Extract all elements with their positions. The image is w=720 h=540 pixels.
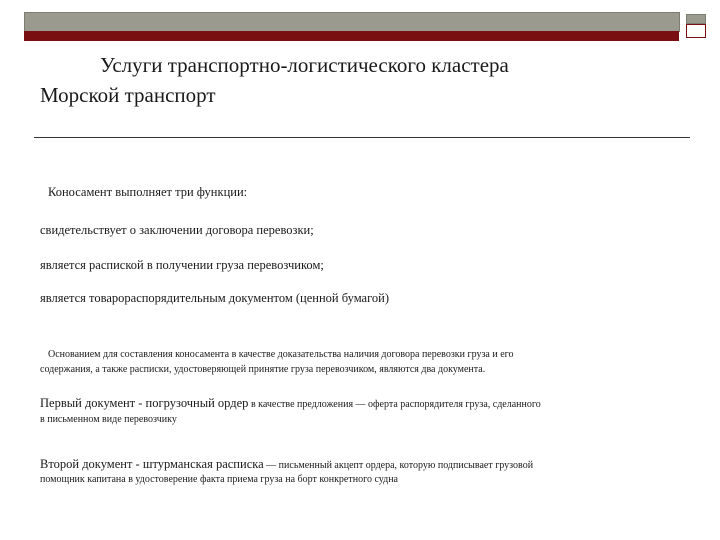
first-document-rest: в качестве предложения — оферта распорядителя груза, сделанного — [248, 399, 541, 410]
function-item-2: является распиской в получении груза перевозчиком; — [40, 258, 324, 272]
corner-decoration — [686, 14, 706, 38]
slide-subtitle: Морской транспорт — [40, 83, 216, 107]
title-divider — [34, 137, 690, 138]
first-document-line2: в письменном виде перевозчику — [40, 414, 177, 425]
header-bar-gray — [24, 12, 680, 32]
second-document-lead: Второй документ - штурманская расписка — [40, 457, 264, 471]
slide-title: Услуги транспортно-логистического кластера — [100, 53, 509, 77]
corner-decoration-top — [686, 14, 706, 24]
header-bar-red — [24, 31, 679, 41]
function-item-3: является товарораспорядительным документом (ценной бумагой) — [40, 291, 389, 305]
basis-paragraph-line1: Основанием для составления коносамента в качестве доказательства наличия договора перевозки груза и его — [48, 349, 514, 360]
function-item-1: свидетельствует о заключении договора перевозки; — [40, 223, 314, 237]
second-document-rest: — письменный акцепт ордера, которую подписывает грузовой — [263, 460, 534, 471]
first-document-line1 — [40, 396, 541, 411]
functions-intro: Коносамент выполняет три функции: — [48, 185, 248, 199]
basis-paragraph-line2: содержания, а также расписки, удостоверяющей принятие груза перевозчиком, являются два документа. — [40, 364, 486, 375]
first-document-lead: Первый документ - погрузочный ордер — [40, 396, 249, 410]
second-document-line2: помощник капитана в удостоверение факта приема груза на борт конкретного судна — [40, 474, 398, 485]
corner-decoration-bottom — [686, 24, 706, 38]
second-document-line1 — [40, 457, 533, 472]
